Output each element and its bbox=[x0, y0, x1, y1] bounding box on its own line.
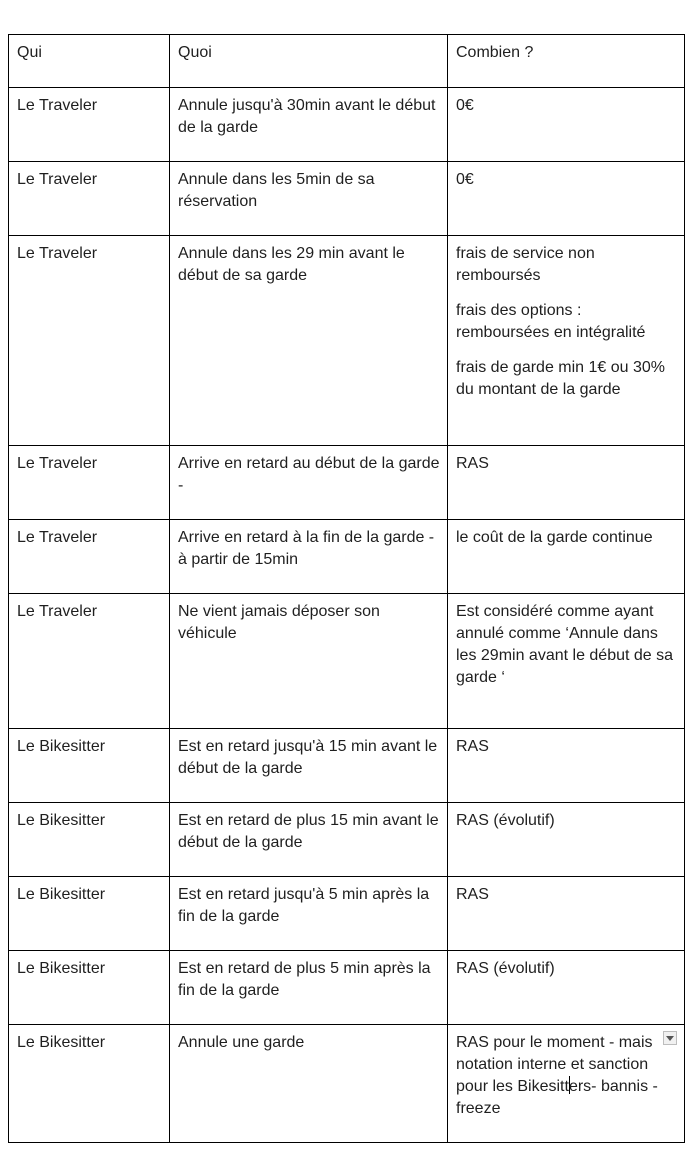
cell-quoi[interactable]: Est en retard de plus 15 min avant le début de la garde bbox=[170, 803, 448, 877]
table-row bbox=[9, 803, 685, 877]
cell-qui[interactable]: Le Traveler bbox=[9, 520, 170, 594]
cell-quoi[interactable]: Est en retard jusqu'à 15 min avant le début de la garde bbox=[170, 729, 448, 803]
cell-combien-paragraph: 0€ bbox=[456, 97, 474, 114]
cell-qui[interactable]: Le Bikesitter bbox=[9, 1025, 170, 1143]
cell-combien-paragraph: Est considéré comme ayant annulé comme ‘Annule dans les 29min avant le début de sa garde ‘ bbox=[456, 603, 674, 686]
table-row bbox=[9, 951, 685, 1025]
table-row bbox=[9, 446, 685, 520]
document-table bbox=[8, 34, 685, 1143]
cell-quoi[interactable]: Annule dans les 29 min avant le début de sa garde bbox=[170, 236, 448, 446]
table-row bbox=[9, 520, 685, 594]
cell-quoi[interactable]: Est en retard de plus 5 min après la fin de la garde bbox=[170, 951, 448, 1025]
cell-combien[interactable] bbox=[448, 729, 685, 803]
cell-quoi[interactable]: Ne vient jamais déposer son véhicule bbox=[170, 594, 448, 729]
cell-qui[interactable]: Le Traveler bbox=[9, 446, 170, 520]
table-row bbox=[9, 88, 685, 162]
cell-qui[interactable]: Le Bikesitter bbox=[9, 803, 170, 877]
cell-qui[interactable]: Le Bikesitter bbox=[9, 877, 170, 951]
header-quoi[interactable]: Quoi bbox=[170, 35, 448, 88]
cell-combien[interactable] bbox=[448, 951, 685, 1025]
table-row bbox=[9, 236, 685, 446]
table-row bbox=[9, 162, 685, 236]
table-row bbox=[9, 729, 685, 803]
cell-combien-paragraph: RAS (évolutif) bbox=[456, 812, 555, 829]
cell-combien[interactable] bbox=[448, 877, 685, 951]
cell-quoi[interactable]: Arrive en retard à la fin de la garde - à partir de 15min bbox=[170, 520, 448, 594]
cell-combien-text-before-cursor: RAS pour le moment - mais notation interne et sanction pour les Bikesitt bbox=[456, 1034, 653, 1095]
cell-combien-paragraph: frais de service non remboursés bbox=[456, 245, 595, 284]
table-row bbox=[9, 877, 685, 951]
cell-combien-paragraph: frais des options : remboursées en intégralité bbox=[456, 302, 646, 341]
cell-qui[interactable]: Le Bikesitter bbox=[9, 729, 170, 803]
cell-quoi[interactable]: Annule dans les 5min de sa réservation bbox=[170, 162, 448, 236]
cell-combien[interactable] bbox=[448, 446, 685, 520]
cell-combien[interactable] bbox=[448, 1025, 685, 1143]
header-qui[interactable]: Qui bbox=[9, 35, 170, 88]
cell-quoi[interactable]: Annule une garde bbox=[170, 1025, 448, 1143]
cell-combien-paragraph: RAS bbox=[456, 738, 489, 755]
cell-combien[interactable] bbox=[448, 236, 685, 446]
cell-combien-paragraph: RAS bbox=[456, 455, 489, 472]
cell-quoi[interactable]: Est en retard jusqu'à 5 min après la fin de la garde bbox=[170, 877, 448, 951]
chevron-down-icon[interactable] bbox=[663, 1031, 677, 1045]
table-row bbox=[9, 594, 685, 729]
cell-quoi[interactable]: Arrive en retard au début de la garde - bbox=[170, 446, 448, 520]
table-row bbox=[9, 1025, 685, 1143]
cell-combien[interactable] bbox=[448, 803, 685, 877]
cell-qui[interactable]: Le Traveler bbox=[9, 594, 170, 729]
cell-combien-paragraph: le coût de la garde continue bbox=[456, 529, 653, 546]
cell-combien-text-after-cursor: ers- bannis - freeze bbox=[456, 1078, 658, 1117]
cell-combien-paragraph: 0€ bbox=[456, 171, 474, 188]
cell-combien[interactable] bbox=[448, 520, 685, 594]
header-combien[interactable]: Combien ? bbox=[448, 35, 685, 88]
cell-combien[interactable] bbox=[448, 88, 685, 162]
cell-combien[interactable] bbox=[448, 162, 685, 236]
table-header-row bbox=[9, 35, 685, 88]
cell-combien-paragraph: frais de garde min 1€ ou 30% du montant de la garde bbox=[456, 359, 666, 398]
cell-qui[interactable]: Le Bikesitter bbox=[9, 951, 170, 1025]
cell-combien-paragraph: RAS (évolutif) bbox=[456, 960, 555, 977]
cell-combien-paragraph: RAS bbox=[456, 886, 489, 903]
cell-combien[interactable] bbox=[448, 594, 685, 729]
cell-quoi[interactable]: Annule jusqu'à 30min avant le début de la garde bbox=[170, 88, 448, 162]
cell-qui[interactable]: Le Traveler bbox=[9, 236, 170, 446]
cell-qui[interactable]: Le Traveler bbox=[9, 162, 170, 236]
cell-qui[interactable]: Le Traveler bbox=[9, 88, 170, 162]
